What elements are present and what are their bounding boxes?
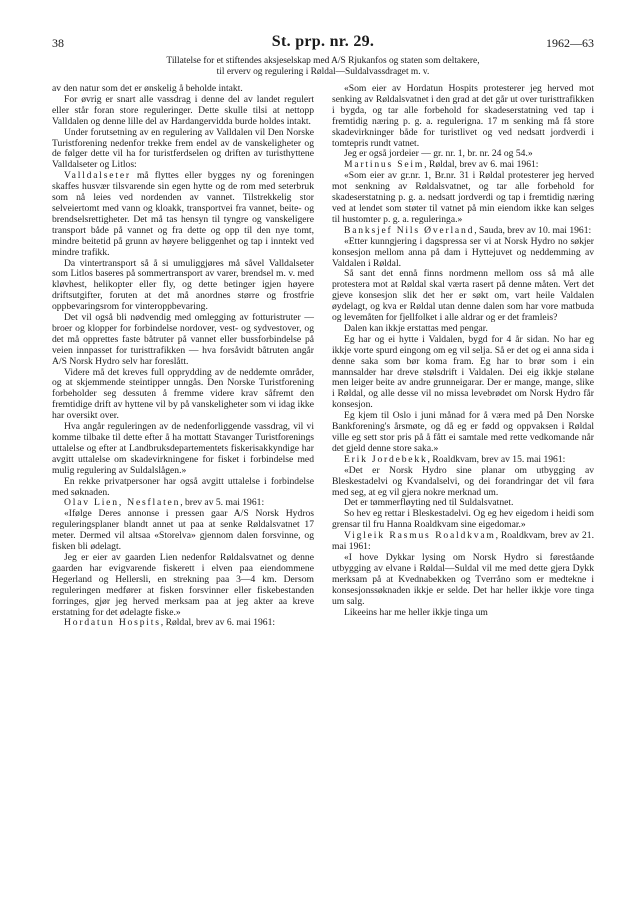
paragraph [332, 237, 594, 270]
paragraph-text: «Som eier av gr.nr. 1, Br.nr. 31 i Røldal protesterer jeg herved mot senkning av Røldalsvatnet, og tar alle forbehold for skadeserstatning p. g. a. nedsatt jordverdi og tap i fremtidig næring ved at lendet som støter til vatnet på min eiendom ikke kan selges til hustomter p. g. a. reguleringa.» [332, 170, 594, 225]
paragraph-text: Jeg er også jordeier — gr. nr. 1, br. nr. 24 og 54.» [344, 148, 533, 160]
paragraph-text: , Sauda, brev av 10. mai 1961: [474, 224, 592, 236]
paragraph [332, 411, 594, 455]
paragraph-text: «Ifølge Deres annonse i pressen gaar A/S Norsk Hydros reguleringsplaner blandt annet ut paa at senke Røldalsvatnet 17 meter. Dermed vil altsaa «Storelva» gjennom dalen forsvinne, og fisken bli ødelagt. [52, 508, 314, 553]
subtitle-line: Tillatelse for et stiftendes aksjeselskap med A/S Rjukanfos og staten som deltakere, [166, 56, 480, 66]
spaced-name: Vigleik Rasmus Roaldkvam [344, 530, 496, 542]
paragraph-text: Da vintertransport så å si umuliggjøres må såvel Valldalseter som Litlos baseres på sommertransport av varer, brendsel m. v. med kløvhest, helikopter eller fly, og dette betinger igjen høyere driftsutgifter, foruten at det må anordnes større og frostfrie oppbevaringsrom for vinteroppbevaring. [52, 257, 314, 313]
paragraph [332, 84, 594, 149]
paragraph-text: , Røldal, brev av 6. mai 1961: [424, 159, 539, 171]
paragraph-text: Eg har og ei hytte i Valdalen, bygd for 4 år sidan. No har eg ikkje vorte spurd eingong om eg vil selja. Så er det og ei anna sida i denne saka som bør koma fram. Eg har to brør som i ein mannsalder har dreve stølsdrift i Valdalen. Dei eig ikkje stølane men leiger beite av andre grunneigarar. Der er mange, mange, slike i Røldal, og alle desse vil no missa levebrødet om Norsk Hydro får konsesjon. [332, 333, 594, 411]
paragraph [332, 171, 594, 226]
paragraph [332, 335, 594, 411]
paragraph-text: , brev av 5. mai 1961: [180, 497, 265, 509]
paragraph [332, 269, 594, 324]
paragraph-text: «I hove Dykkar lysing om Norsk Hydro si føreståande utbygging av elvane i Røldal—Suldal vil me med dette gjera Dykk merksam på at Kvednabekken og Tverråno som er medtekne i konsesjonssøknaden ikkje er selde. Det har heller ikkje vore tinga um salg. [332, 551, 594, 607]
paragraph [52, 368, 314, 423]
paragraph-text: So hev eg rettar i Bleskestadelvi. Og eg hev eigedom i heidi som grensar til fru Hanna Roaldkvam sine eigedomar.» [332, 508, 594, 531]
paragraph-text: Dalen kan ikkje erstattas med pengar. [344, 322, 488, 334]
spaced-name: Valldalseter [64, 170, 131, 182]
paragraph [332, 531, 594, 553]
paragraph [332, 509, 594, 531]
paragraph-text: , Røldal, brev av 6. mai 1961: [160, 617, 276, 629]
paragraph [52, 313, 314, 368]
paragraph-text: Så sant det ennå finns nordmenn mellom oss så må alle protestera mot at Røldal skal værta rasert på denne måten. Vert det gjeve konsesjon slik det her er søkt om, vart heile Valdalen øydelagt, og kva er Røldal utan denne dalen som har vore matbuda og levemåten for fjellfolket i alle aldrar og er det framleis? [332, 268, 594, 324]
running-head [52, 33, 594, 52]
paragraph-text: Eg kjem til Oslo i juni månad for å væra med på Den Norske Bankforening's årsmøte, og då eg er fødd og oppvaksen i Røldal ville eg sett stor pris på å fått ei samtale med rette vedkomande når det gjeld denne store saka.» [332, 410, 594, 454]
paragraph-text: Under forutsetning av en regulering av Valldalen vil Den Norske Turistforening nedenfor trekke frem endel av de vanskeligheter og de følger dette vil ha for turistferdselen og driften av turisthyttene Valldalseter og Litlos: [52, 126, 314, 171]
paragraph [52, 171, 314, 258]
text-columns [52, 84, 594, 629]
paragraph [52, 259, 314, 314]
paragraph-text: , Roaldkvam, brev av 15. mai 1961: [427, 453, 566, 465]
right-column [332, 84, 594, 629]
paragraph [332, 466, 594, 499]
spaced-name: Banksjef Nils Øverland [344, 224, 475, 236]
paragraph-text: Videre må det kreves full opprydding av de neddemte områder, og at skjemmende steintipper unngås. Den Norske Turistforening forbeholder seg dessuten å fremme videre krav såfremt den fremtidige drift av hyttene vil by på vanskeligheter som vi idag ikke har oversikt over. [52, 366, 314, 422]
paragraph [332, 553, 594, 608]
spaced-name: Erik Jordebekk [344, 453, 428, 465]
paragraph [52, 509, 314, 553]
paragraph-text: av den natur som det er ønskelig å beholde intakt. [52, 83, 243, 94]
paragraph-text: Hva angår reguleringen av de nedenforliggende vassdrag, vil vi komme tilbake til dette efter å ha mottatt Stavanger Turistforenings uttalelse og efter at Landbruksdepartementets fiskerisakkyndige har avgitt uttalelse om skadevirkningene for fisket i forbindelse med mulig regulering av Suldalslågen.» [52, 421, 314, 476]
paragraph [52, 422, 314, 477]
subtitle-line: til erverv og regulering i Røldal—Suldalvassdraget m. v. [216, 67, 430, 77]
paragraph-text: En rekke privatpersoner har også avgitt uttalelse i forbindelse med søknaden. [52, 475, 314, 498]
session-years: 1962—63 [546, 36, 594, 50]
spaced-name: Martinus Seim [344, 159, 425, 171]
paragraph-text: Det vil også bli nødvendig med omlegging av fotturistruter — broer og klopper for forbindelse nordover, vest- og sydvestover, og det må opprettes faste båtruter på vannet eller bussforbindelse på veien innpasset for turisttrafikken — hva forsåvidt båtruten angår A/S Norsk Hydro selv har foreslått. [52, 312, 314, 367]
left-column [52, 84, 314, 629]
page-subtitle [52, 56, 594, 78]
journal-title: St. prp. nr. 29. [271, 33, 375, 50]
paragraph [52, 553, 314, 618]
paragraph [52, 618, 314, 629]
paragraph [52, 95, 314, 128]
paragraph-text: Det er tømmerfløyting ned til Suldalsvatnet. [344, 497, 514, 509]
paragraph-text: Jeg er eier av gaarden Lien nedenfor Røldalsvatnet og denne gaarden har evigvarende fiskerett i elven paa eiendommene Hegerland og Hellersli, en strekning paa 3—4 km. Dersom reguleringen medfører at fisken forsvinner eller fiskebestanden forringes, gjør jeg herved merksam paa at jeg akter aa kreve erstatning for det ødelagte fiske.» [52, 551, 314, 618]
paragraph [52, 128, 314, 172]
paragraph-text: «Etter kunngjering i dagspressa ser vi at Norsk Hydro no søkjer konsesjon mellom anna på dam i Hyttejuvet og neddemming av Valdalen i Røldal. [332, 235, 594, 269]
paragraph-text: må flyttes eller bygges ny og foreningen skaffes husvær tilsvarende sin egen hytte og de rom med seterbruk som nå leies ved nordenden av vannet. Tilstrekkelig stor selveiertomt med vann og kloakk, transportvei fra vannet, beite- og brendselsrettigheter. Det må tas hensyn til tyngre og vanskeligere transport både på vannet og fra dette og opp til den nye tomt, mindre beitetid på grunn av høyere beliggenhet og tap i inntekt ved mindre trafikk. [52, 170, 314, 258]
paragraph-text: «Som eier av Hordatun Hospits protesterer jeg herved mot senking av Røldalsvatnet i den grad at det går ut over turisttrafikken i bygda, og tar alle forbehold for skadeserstatning ved tap i fremtidig næring p. g. a. regulerigna. 17 m senking må få store skadevirkninger både for turistlivet og ved nedsatt jordverdi i tomtepris rundt vatnet. [332, 83, 594, 149]
spaced-name: Olav Lien, Nesflaten [64, 497, 181, 509]
spaced-name: Hordatun Hospits [64, 617, 161, 629]
page-number: 38 [52, 36, 64, 50]
paragraph-text: , Roaldkvam, brev av 21. mai 1961: [332, 530, 595, 553]
paragraph-text: Likeeins har me heller ikkje tinga um [344, 606, 488, 618]
paragraph [52, 477, 314, 499]
paragraph-text: For øvrig er snart alle vassdrag i denne del av landet regulert eller står foran store reguleringer. Dette skulle tilsi at nettopp Valldalen og denne lille del av Hardangervidda burde holdes intakt. [52, 93, 314, 127]
paragraph [332, 608, 594, 619]
paragraph-text: «Det er Norsk Hydro sine planar om utbygging av Bleskestadelvi og Kvandalselvi, og dei forandringar det vil føra med seg, at eg vil gjera nokre merknad um. [332, 464, 594, 498]
